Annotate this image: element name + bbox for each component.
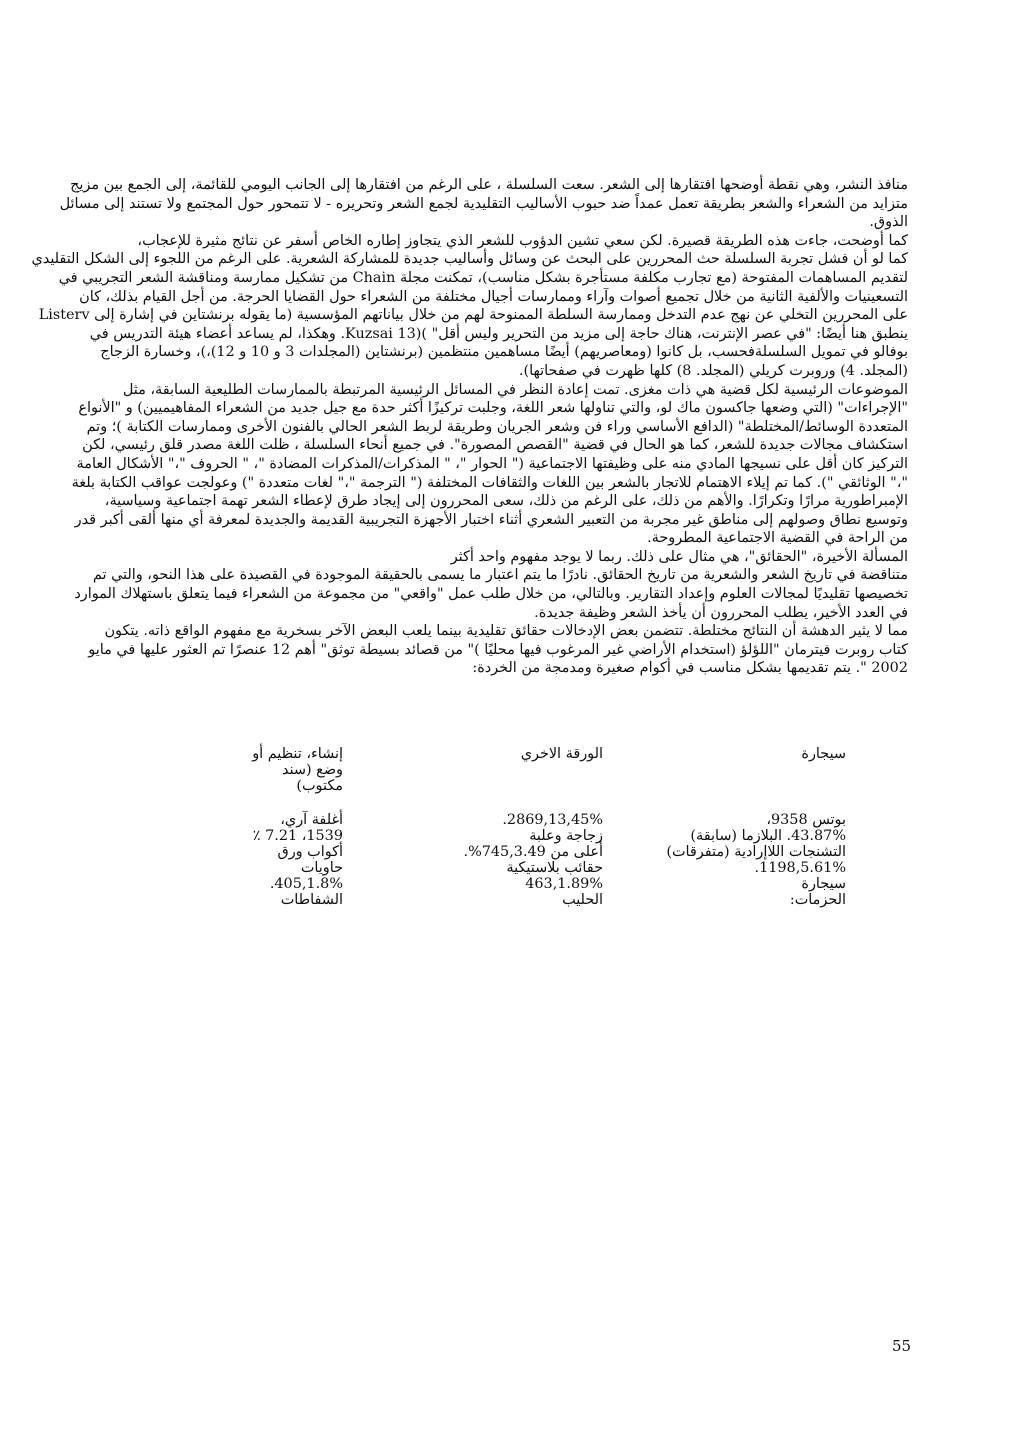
text-line: على المحررين التخلي عن نهج عدم التدخل وممارسة السلطة الممنوحة لهم من خلال بياناتهم المؤسسية (ما يقوله برنشتاين في إشارة إلى Listerv (38, 307, 908, 324)
table-cell: حاويات (300, 860, 343, 876)
table-cell: الحزمات: (789, 892, 846, 908)
text-line: الذوق. (869, 214, 908, 231)
text-line: بوفالو في تمويل السلسلةفحسب، بل كانوا (ومعاصريهم) أيضًا مساهمين منتظمين (برنشتاين (المجلدات 3 و 10 و 12)،)، وخسارة الزجاج (100, 344, 908, 361)
table-cell: الحليب (562, 892, 603, 908)
text-line: "،" الوثائقي "). كما تم إيلاء الاهتمام للاتجار بالشعر بين اللغات والثقافات المختلفة (" الترجمة "،" لغات متعددة ") وعولجت عواقب الكتابة بلغة (71, 474, 908, 491)
text-line: التركيز كان أقل على نسيجها المادي منه على وظيفتها الاجتماعية (" الحوار "، " المذكرات/المذكرات المضادة "، " الحروف "،" الأشكال العامة (76, 455, 908, 472)
document-body (31, 176, 908, 678)
text-line: وتوسيع نطاق وصولهم إلى مناطق غير مجربة من التعبير الشعري أثناء اختبار الأجهزة التجريبية القديمة والجديدة لمعرفة أي منها ألقى أكبر قدر (74, 511, 908, 528)
table-cell: 405,1.8%. (269, 876, 343, 892)
table-cell (433, 762, 603, 778)
text-line: الموضوعات الرئيسية لكل قضية هي ذات مغزى. تمت إعادة النظر في المسائل الرئيسية المرتبطة بالممارسات الطليعية السابقة، مثل (122, 381, 908, 398)
text-line: المتعددة الوسائط/المختلطة" (الدافع الأساسي وراء فن وشعر الجريان وطريقة لربط الشعر الحالي بالفنون الأخرى وممارسات الكتابة )؛ وتم (86, 418, 908, 435)
table-cell: إنشاء، تنظيم أو (252, 746, 343, 762)
table-cell: سيجارة (801, 876, 846, 892)
table-cell (676, 762, 846, 778)
text-line: منافذ النشر، وهي نقطة أوضحها افتقارها إلى الشعر. سعت السلسلة ، على الرغم من افتقارها إلى الجانب اليومي للقائمة، إلى الجمع بين مزيج (70, 177, 908, 193)
table-cell: أغلفة آري، (280, 812, 343, 828)
table-cell: وضع (سند (282, 762, 343, 778)
table-cell: التشنجات اللاإرادية (متفرقات) (666, 844, 846, 860)
text-line: في العدد الأخير، يطلب المحررون أن يأخذ الشعر وظيفة جديدة. (534, 604, 908, 621)
table-spacer (676, 794, 846, 812)
table-cell: 1198,5.61%. (754, 860, 846, 876)
table-cell: بوتس 9358، (766, 812, 846, 828)
text-line: كما أوضحت، جاءت هذه الطريقة قصيرة. لكن سعي تشين الدؤوب للشعر الذي يتجاوز إطاره الخاص أسفر عن نتائج مثيرة للإعجاب، (137, 232, 908, 249)
text-line: ينطبق هنا أيضًا: "في عصر الإنترنت، هناك حاجة إلى مزيد من التحرير وليس أقل" )(Kuzsai 13. وهكذا، لم يساعد أعضاء هيئة التدريس في (89, 325, 908, 342)
table-column (433, 746, 603, 908)
text-line: الإمبراطورية مرارًا وتكرارًا. والأهم من ذلك، على الرغم من ذلك، سعى المحررون إلى إيجاد طرق لإعطاء الشعر تهمة اجتماعية وسياسية، (104, 493, 908, 510)
text-line: لتقديم المساهمات المفتوحة (مع تجارب مكلفة مستأجرة بشكل مناسب)، تمكنت مجلة Chain من تشكيل ممارسة ومناقشة الشعر التجريبي في (58, 269, 908, 286)
table-cell: حقائب بلاستيكية (506, 860, 603, 876)
table-cell: سيجارة (801, 746, 846, 762)
table-cell (433, 778, 603, 794)
table-cell: أكواب ورق (277, 844, 343, 860)
paragraph (74, 548, 908, 622)
text-line: استكشاف مجالات جديدة للشعر، كما هو الحال في قضية "القصص المصورة". في جميع أنحاء السلسلة ، ظلت اللغة مصدر قلق رئيسي، لكن (82, 437, 908, 454)
text-line: مما لا يثير الدهشة أن النتائج مختلطة. تتضمن بعض الإدخالات حقائق تقليدية بينما يلعب البعض الآخر بسخرية مع مفهوم الواقع ذاته. يتكون (104, 623, 908, 640)
table-cell: الشفاطات (280, 892, 343, 908)
table-spacer (173, 794, 343, 812)
text-line: المسألة الأخيرة، "الحقائق"، هي مثال على ذلك. ربما لا يوجد مفهوم واحد أكثر (450, 548, 908, 565)
table-cell: مكتوب) (296, 778, 343, 794)
table-cell (676, 778, 846, 794)
paragraph (59, 176, 908, 232)
table-column (173, 746, 343, 908)
text-line: كما لو أن فشل تجربة السلسلة حث المحررين على البحث عن وسائل وأساليب جديدة للمشاركة الشعرية. على الرغم من اللجوء إلى الشكل التقليدي (31, 251, 908, 268)
text-line: تخصيصها تقليديًا لمجالات العلوم وإعداد التقارير. وبالتالي، من خلال طلب عمل "واقعي" من مجموعة من الشعراء فيما يتعلق باستهلاك الموارد (74, 586, 908, 603)
paragraph (31, 232, 908, 381)
table-spacer (433, 794, 603, 812)
table-cell: الورقة الاخري (520, 746, 603, 762)
text-line: كتاب روبرت فيترمان "اللؤلؤ (استخدام الأراضي غير المرغوب فيها محليًا )" من قصائد بسيطة توثق" أهم 12 عنصرًا تم العثور عليها في مايو (88, 641, 908, 658)
table-cell: 2869,13,45%. (502, 812, 603, 828)
table-cell: 1539، 7.21 ٪ (252, 828, 343, 844)
table-cell: 463,1.89% (525, 876, 603, 892)
table-column (666, 746, 846, 908)
text-line: متناقضة في تاريخ الشعر والشعرية من تاريخ الحقائق. نادرًا ما يتم اعتبار ما يسمى بالحقيقة الموجودة في القصيدة على هذا النحو، والتي تم (92, 567, 908, 584)
page-number: 55 (892, 1337, 912, 1355)
text-line: 2002 ". يتم تقديمها بشكل مناسب في أكوام صغيرة ومدمجة من الخردة: (472, 660, 908, 677)
table-cell: أعلى من 745,3.49%. (463, 844, 603, 860)
text-line: من الراحة في القضية الاجتماعية المطروحة. (647, 530, 908, 547)
text-line: التسعينيات والألفية الثانية من خلال تجميع أصوات وآراء وممارسات أجيال مختلفة من الشعراء حول القضايا الحرجة. من أجل القيام بذلك، كان (79, 288, 908, 305)
paragraph (71, 381, 908, 548)
text-line: متزايد من الشعراء والشعر بطريقة تعمل عمداً ضد حبوب الأساليب التقليدية لجمع الشعر وتحريره - لا تتمحور حول المجتمع ولا تستند إلى مسائل (59, 195, 908, 212)
text-line: "الإجراءات" (التي وضعها جاكسون ماك لو، والتي تناولها شعر اللغة، وجلبت تركيزًا أكثر حدة مع جيل جديد من الشعراء المفاهيميين) و "الأنواع (78, 400, 908, 417)
paragraph (88, 622, 908, 678)
table-cell: 43.87%. البلازما (سابقة) (690, 828, 846, 844)
table-cell: زجاجة وعلبة (529, 828, 603, 844)
text-line: (المجلد. 4) وروبرت كريلي (المجلد. 8) كلها ظهرت في صفحاتها). (518, 362, 908, 379)
